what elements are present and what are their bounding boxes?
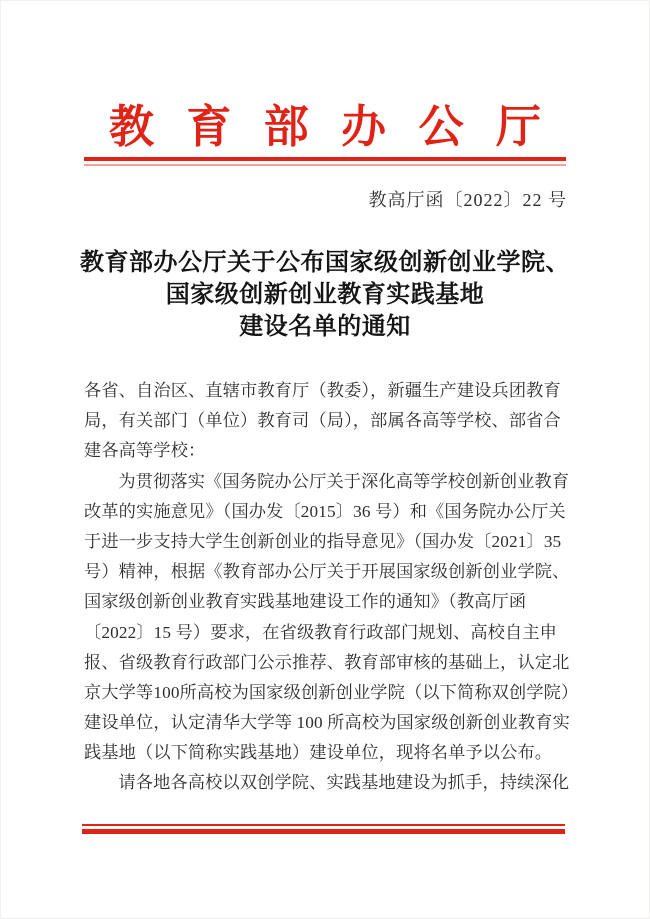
- body-text-line: 号）精神，根据《教育部办公厅关于开展国家级创新创业学院、: [84, 562, 570, 582]
- body-text-line: 为贯彻落实《国务院办公厅关于深化高等学校创新创业教育: [118, 471, 570, 491]
- notice-title-line: 建设名单的通知: [239, 314, 411, 340]
- notice-title: [40, 247, 610, 343]
- body-text-line: 局，有关部门（单位）教育司（局），部属各高等学校、部省合: [84, 411, 561, 431]
- letterhead-rule-thick: [84, 157, 566, 161]
- body-text-line: 改革的实施意见》（国办发〔2015〕36 号）和《国务院办公厅关: [84, 501, 566, 521]
- body-text-line: 京大学等100所高校为国家级创新创业学院（以下简称双创学院）: [84, 682, 579, 702]
- body-text-line: 请各地各高校以双创学院、实践基地建设为抓手，持续深化: [118, 773, 570, 793]
- doc-number: 教高厅函〔2022〕22 号: [368, 190, 567, 210]
- body-text-line: 于进一步支持大学生创新创业的指导意见》（国办发〔2021〕35: [84, 531, 562, 551]
- body-text-line: 〔2022〕15 号）要求，在省级教育行政部门规划、高校自主申: [84, 622, 558, 642]
- notice-title-line: 国家级创新创业教育实践基地: [165, 282, 485, 308]
- footer-rule-thin: [82, 824, 565, 826]
- body-text-line: 各省、自治区、直辖市教育厅（教委），新疆生产建设兵团教育: [84, 381, 561, 400]
- letterhead-org-name: 教育部办公厅: [108, 102, 574, 152]
- body-text-line: 建各高等学校：: [84, 441, 206, 461]
- footer-rule-thick: [82, 829, 565, 834]
- letterhead-rule-thin: [84, 164, 566, 166]
- notice-body: [84, 376, 579, 799]
- notice-title-line: 教育部办公厅关于公布国家级创新创业学院、: [80, 250, 570, 276]
- body-text-line: 建设单位，认定清华大学等 100 所高校为国家级创新创业教育实: [84, 713, 570, 733]
- body-text-line: 报、省级教育行政部门公示推荐、教育部审核的基础上，认定北: [84, 652, 570, 672]
- body-text-line: 国家级创新创业教育实践基地建设工作的通知》（教高厅函: [84, 592, 527, 612]
- body-text-line: 践基地（以下简称实践基地）建设单位，现将名单予以公布。: [84, 743, 553, 763]
